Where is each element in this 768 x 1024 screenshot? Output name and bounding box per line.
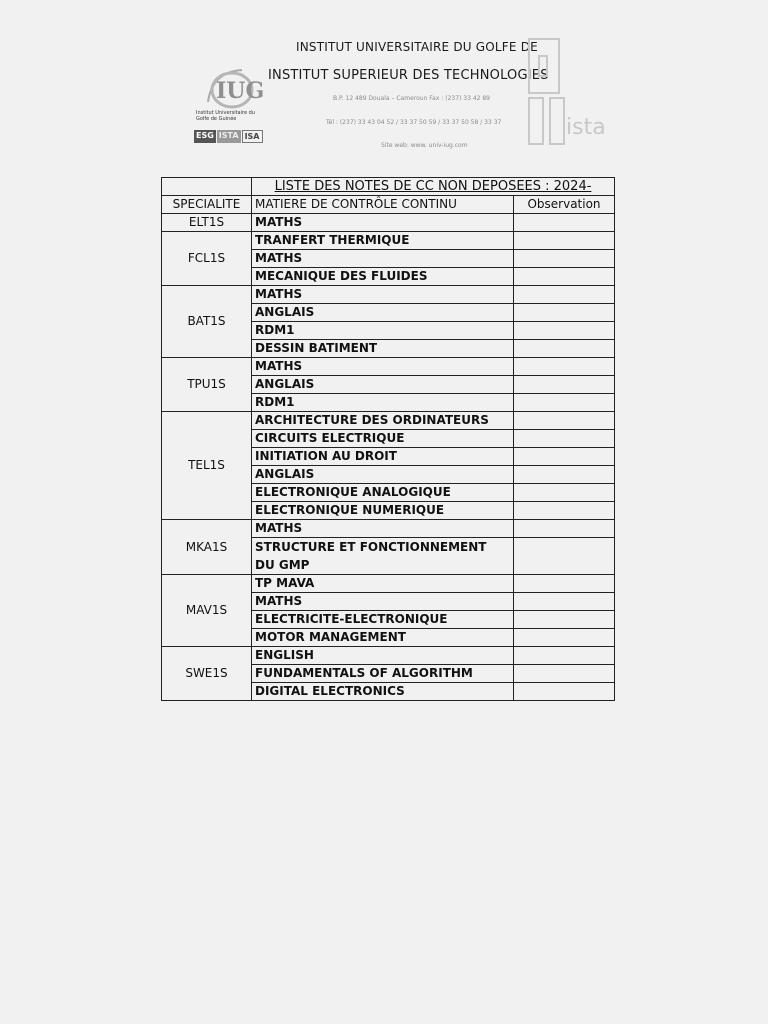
- table-header-row: [162, 196, 615, 214]
- observation-cell: [514, 268, 615, 286]
- matiere-cell: MATHS: [252, 358, 514, 376]
- matiere-cell: RDM1: [252, 394, 514, 412]
- matiere-cell: MATHS: [252, 214, 514, 232]
- column-header-observation: Observation: [514, 196, 615, 214]
- matiere-cell: DESSIN BATIMENT: [252, 340, 514, 358]
- matiere-cell: ELECTRONIQUE NUMERIQUE: [252, 502, 514, 520]
- table-title-cell: [252, 178, 615, 196]
- institution-name: INSTITUT UNIVERSITAIRE DU GOLFE DE: [296, 40, 538, 54]
- matiere-cell: INITIATION AU DROIT: [252, 448, 514, 466]
- matiere-cell: TRANFERT THERMIQUE: [252, 232, 514, 250]
- ista-logo: [528, 38, 606, 146]
- table-row: [162, 520, 615, 538]
- table-title: LISTE DES NOTES DE CC NON DEPOSEES : 2024-: [274, 179, 592, 194]
- contact-website: Site web: www. univ-iug.com: [381, 142, 468, 149]
- matiere-cell: ELECTRONIQUE ANALOGIQUE: [252, 484, 514, 502]
- badge-isa: ISA: [242, 130, 263, 143]
- matiere-cell: CIRCUITS ELECTRIQUE: [252, 430, 514, 448]
- observation-cell: [514, 466, 615, 484]
- column-header-matiere: MATIERE DE CONTRÔLE CONTINU: [252, 196, 514, 214]
- table-row: [162, 214, 615, 232]
- table-row: [162, 647, 615, 665]
- iug-logo: [170, 60, 265, 150]
- observation-cell: [514, 358, 615, 376]
- observation-cell: [514, 286, 615, 304]
- observation-cell: [514, 647, 615, 665]
- specialite-cell: TEL1S: [162, 412, 252, 520]
- matiere-cell: ARCHITECTURE DES ORDINATEURS: [252, 412, 514, 430]
- matiere-cell: ANGLAIS: [252, 304, 514, 322]
- table-row: [162, 412, 615, 430]
- observation-cell: [514, 448, 615, 466]
- matiere-cell: ANGLAIS: [252, 376, 514, 394]
- matiere-cell: DIGITAL ELECTRONICS: [252, 683, 514, 701]
- observation-cell: [514, 412, 615, 430]
- table-row: [162, 286, 615, 304]
- observation-cell: [514, 575, 615, 593]
- notes-table: [161, 177, 615, 701]
- logo-badges: [194, 130, 263, 143]
- specialite-cell: BAT1S: [162, 286, 252, 358]
- observation-cell: [514, 665, 615, 683]
- matiere-cell: RDM1: [252, 322, 514, 340]
- matiere-cell: MATHS: [252, 286, 514, 304]
- badge-esg: ESG: [194, 130, 216, 143]
- matiere-cell: MATHS: [252, 593, 514, 611]
- matiere-cell: ANGLAIS: [252, 466, 514, 484]
- observation-cell: [514, 538, 615, 575]
- matiere-cell: STRUCTURE ET FONCTIONNEMENT DU GMP: [252, 538, 514, 575]
- contact-phone: Tél : (237) 33 43 04 52 / 33 37 50 59 / 33 37 50 58 / 33 37: [326, 119, 502, 126]
- table-row: [162, 232, 615, 250]
- observation-cell: [514, 232, 615, 250]
- ista-logo-text: ista: [566, 115, 606, 140]
- badge-ista: ISTA: [217, 130, 241, 143]
- observation-cell: [514, 502, 615, 520]
- observation-cell: [514, 304, 615, 322]
- observation-cell: [514, 376, 615, 394]
- observation-cell: [514, 520, 615, 538]
- specialite-cell: MKA1S: [162, 520, 252, 575]
- observation-cell: [514, 322, 615, 340]
- observation-cell: [514, 340, 615, 358]
- institution-school: INSTITUT SUPERIEUR DES TECHNOLOGIES: [268, 68, 549, 83]
- matiere-cell: FUNDAMENTALS OF ALGORITHM: [252, 665, 514, 683]
- matiere-cell: MOTOR MANAGEMENT: [252, 629, 514, 647]
- observation-cell: [514, 683, 615, 701]
- iug-logo-icon: [202, 64, 265, 114]
- specialite-cell: SWE1S: [162, 647, 252, 701]
- logo-caption: Institut Universitaire du Golfe de Guinée: [196, 110, 255, 122]
- observation-cell: [514, 430, 615, 448]
- matiere-cell: MATHS: [252, 250, 514, 268]
- observation-cell: [514, 214, 615, 232]
- logo-letters: IUG: [216, 78, 265, 104]
- matiere-cell: MATHS: [252, 520, 514, 538]
- matiere-cell: MECANIQUE DES FLUIDES: [252, 268, 514, 286]
- matiere-cell: TP MAVA: [252, 575, 514, 593]
- specialite-cell: TPU1S: [162, 358, 252, 412]
- observation-cell: [514, 394, 615, 412]
- matiere-cell: ENGLISH: [252, 647, 514, 665]
- observation-cell: [514, 593, 615, 611]
- specialite-cell: FCL1S: [162, 232, 252, 286]
- table-row: [162, 358, 615, 376]
- observation-cell: [514, 250, 615, 268]
- specialite-cell: ELT1S: [162, 214, 252, 232]
- matiere-cell: ELECTRICITE-ELECTRONIQUE: [252, 611, 514, 629]
- observation-cell: [514, 629, 615, 647]
- table-row: [162, 575, 615, 593]
- observation-cell: [514, 484, 615, 502]
- observation-cell: [514, 611, 615, 629]
- contact-address: B.P. 12 489 Douala – Cameroun Fax : (237) 33 42 89: [333, 95, 490, 102]
- title-empty-cell: [162, 178, 252, 196]
- table-title-row: [162, 178, 615, 196]
- specialite-cell: MAV1S: [162, 575, 252, 647]
- column-header-specialite: SPECIALITE: [162, 196, 252, 214]
